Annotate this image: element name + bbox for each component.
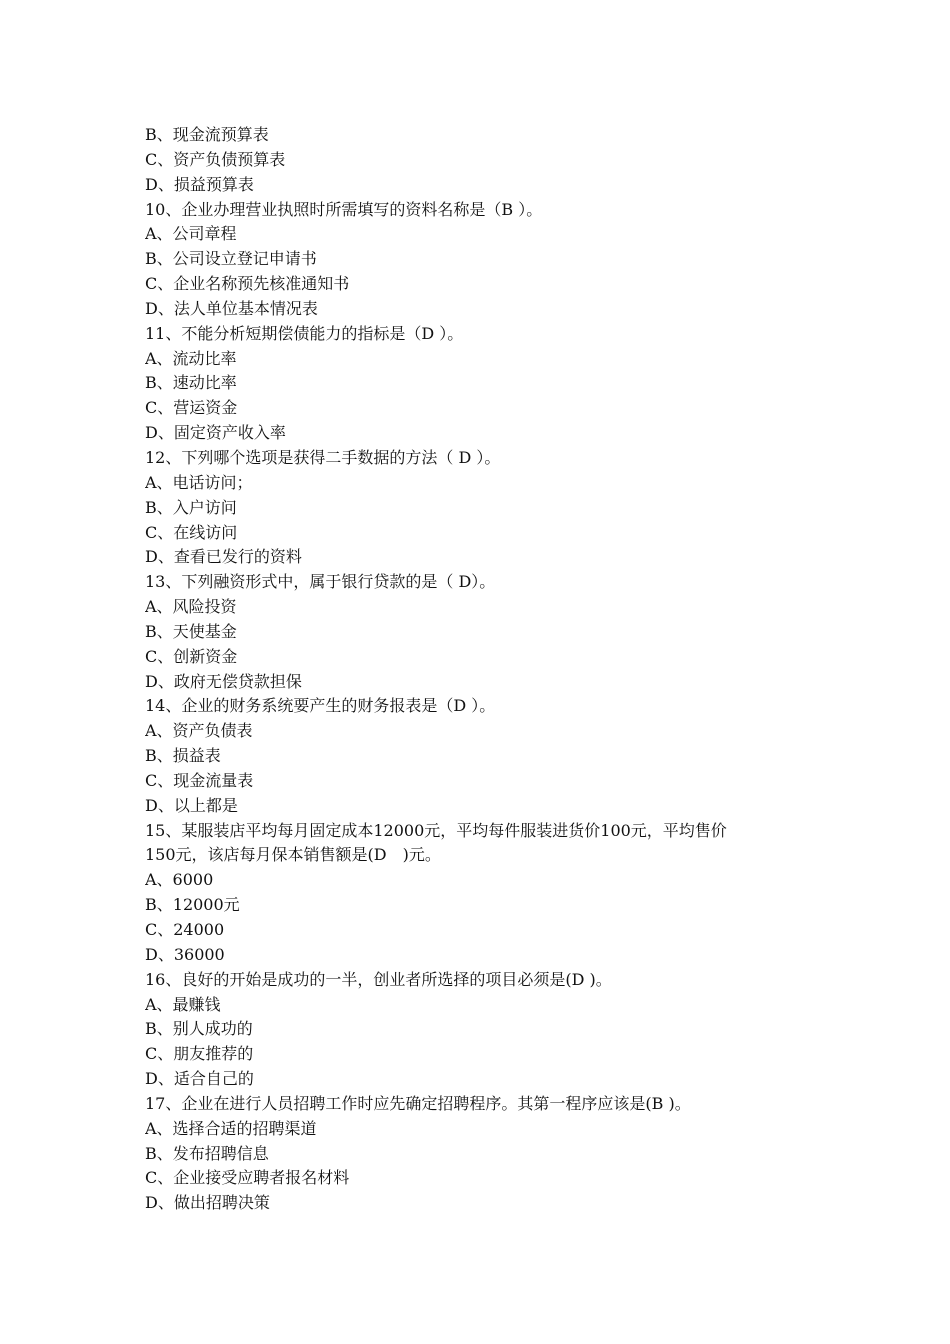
question-line: 16、良好的开始是成功的一半，创业者所选择的项目必须是(D )。 [145, 969, 612, 989]
option-line: B、速动比率 [145, 373, 237, 393]
option-line: A、资产负债表 [145, 721, 253, 741]
option-line: D、法人单位基本情况表 [145, 298, 318, 318]
question-line: 11、不能分析短期偿债能力的指标是（D ）。 [145, 323, 464, 343]
option-line: A、最赚钱 [145, 994, 221, 1014]
option-line: A、6000 [145, 870, 214, 890]
option-line: C、资产负债预算表 [145, 149, 286, 169]
option-line: A、流动比率 [145, 348, 237, 368]
option-line: C、在线访问 [145, 522, 238, 542]
option-line: C、现金流量表 [145, 770, 254, 790]
option-line: B、发布招聘信息 [145, 1143, 269, 1163]
option-line: D、查看已发行的资料 [145, 547, 302, 567]
option-line: B、公司设立登记申请书 [145, 249, 317, 269]
option-line: A、电话访问； [145, 472, 253, 492]
option-line: C、营运资金 [145, 398, 238, 418]
question-line: 17、企业在进行人员招聘工作时应先确定招聘程序。其第一程序应该是(B )。 [145, 1093, 691, 1113]
option-line: B、损益表 [145, 746, 221, 766]
option-line: C、企业名称预先核准通知书 [145, 274, 350, 294]
option-line: D、以上都是 [145, 795, 238, 815]
option-line: B、别人成功的 [145, 1019, 253, 1039]
option-line: A、公司章程 [145, 224, 237, 244]
option-line: D、政府无偿贷款担保 [145, 671, 302, 691]
option-line: C、朋友推荐的 [145, 1044, 254, 1064]
option-line: C、24000 [145, 920, 225, 939]
question-line: 14、企业的财务系统要产生的财务报表是（D ）。 [145, 696, 496, 716]
option-line: D、适合自己的 [145, 1069, 254, 1089]
option-line: C、创新资金 [145, 646, 238, 666]
option-line: D、36000 [145, 944, 225, 964]
question-line-continued: 150元，该店每月保本销售额是(D )元。 [145, 845, 441, 865]
option-line: B、入户访问 [145, 497, 237, 517]
document-page [145, 123, 825, 1216]
option-line: D、损益预算表 [145, 174, 254, 194]
option-line: B、天使基金 [145, 621, 237, 641]
question-line: 10、企业办理营业执照时所需填写的资料名称是（B ）。 [145, 199, 543, 219]
option-line: C、企业接受应聘者报名材料 [145, 1168, 350, 1188]
option-line: D、做出招聘决策 [145, 1193, 270, 1213]
question-line: 13、下列融资形式中，属于银行贷款的是（ D）。 [145, 572, 496, 592]
option-line: A、风险投资 [145, 597, 237, 617]
question-line: 15、某服装店平均每月固定成本12000元，平均每件服装进货价100元，平均售价 [145, 820, 727, 840]
option-line: B、12000元 [145, 895, 240, 915]
option-line: B、现金流预算表 [145, 125, 269, 144]
question-line: 12、下列哪个选项是获得二手数据的方法（ D ）。 [145, 447, 501, 467]
option-line: A、选择合适的招聘渠道 [145, 1118, 317, 1138]
option-line: D、固定资产收入率 [145, 423, 286, 443]
